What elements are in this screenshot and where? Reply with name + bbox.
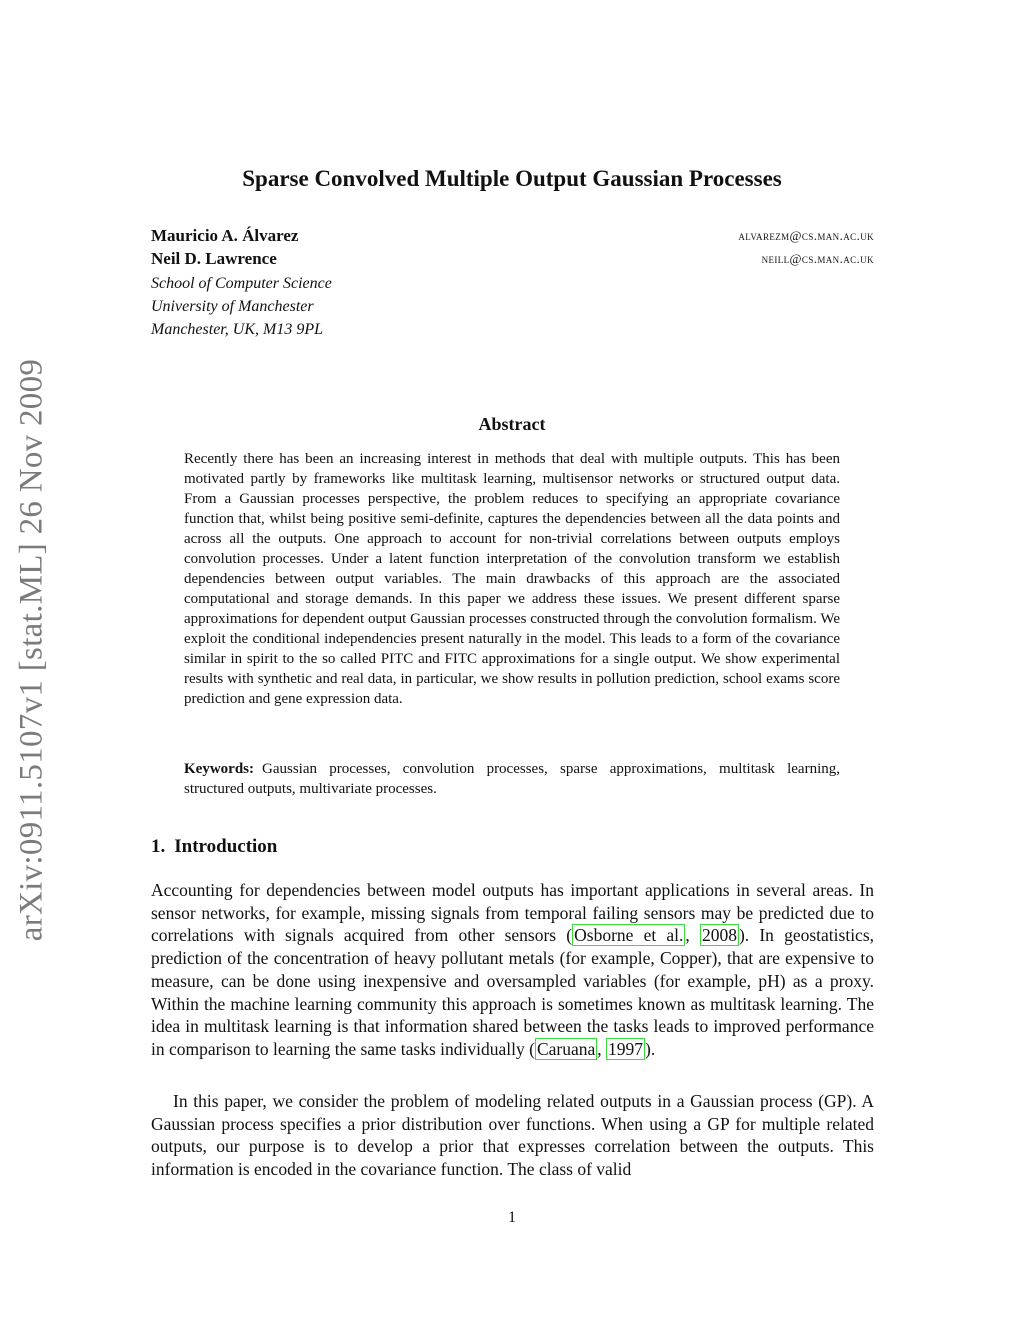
intro-paragraph-1 <box>151 879 874 1061</box>
author-block <box>151 226 874 341</box>
paragraph-text: Accounting for dependencies between model outputs has important applications in several areas. In sensor networks, for example, missing signals from temporal failing sensors may be predicted due to correlations with signals acquired from other sensors ( <box>151 880 874 946</box>
citation-separator: , <box>597 1038 607 1059</box>
section-number: 1. <box>151 836 166 857</box>
keywords-label: Keywords: <box>184 761 254 777</box>
affiliation-line: Manchester, UK, M13 9PL <box>151 321 323 338</box>
citation-separator: , <box>685 925 700 946</box>
abstract-heading: Abstract <box>478 414 546 434</box>
affiliation-line: University of Manchester <box>151 298 314 315</box>
paragraph-text: ). In geostatistics, prediction of the concentration of heavy pollutant metals (for example, Copper), that are expensive to measure, can be done using inexpensive and oversampled variables (for example, pH) as a proxy. Within the machine learning community this approach is sometimes known as multitask learning. The idea in multitask learning is that information shared between the tasks leads to improved performance in comparison to learning the same tasks individually ( <box>151 925 875 1059</box>
section-title-text: Introduction <box>174 836 278 857</box>
author-row <box>151 226 874 249</box>
author-email: neill@cs.man.ac.uk <box>761 251 874 266</box>
keywords-text: Gaussian processes, convolution processes, sparse approximations, multitask learning, structured outputs, multivariate processes. <box>184 761 840 797</box>
affiliation-line: School of Computer Science <box>151 275 332 292</box>
author-name: Mauricio A. Álvarez <box>151 226 299 245</box>
citation-link-osborne[interactable]: Osborne et al. <box>574 925 684 946</box>
abstract-text: Recently there has been an increasing interest in methods that deal with multiple outputs. This has been motivated partly by frameworks like multitask learning, multisensor networks or structured output data. From a Gaussian processes perspective, the problem reduces to specifying an appropriate covariance function that, whilst being positive semi-definite, captures the dependencies between all the data points and across all the outputs. One approach to account for non-trivial correlations between outputs employs convolution processes. Under a latent function interpretation of the convolution transform we establish dependencies between output variables. The main drawbacks of this approach are the associated computational and storage demands. In this paper we address these issues. We present different sparse approximations for dependent output Gaussian processes constructed through the convolution formalism. We exploit the conditional independencies present naturally in the model. This leads to a form of the covariance similar in spirit to the so called PITC and FITC approximations for a single output. We show experimental results with synthetic and real data, in particular, we show results in pollution prediction, school exams score prediction and gene expression data. <box>184 451 840 707</box>
author-email: alvarezm@cs.man.ac.uk <box>738 228 874 243</box>
paragraph-text: ). <box>645 1038 656 1059</box>
citation-link-caruana-year[interactable]: 1997 <box>608 1038 644 1059</box>
section-heading <box>151 836 277 858</box>
paper-title: Sparse Convolved Multiple Output Gaussian Processes <box>242 166 782 191</box>
keywords <box>184 759 840 799</box>
author-row <box>151 249 874 272</box>
arxiv-identifier-stamp: arXiv:0911.5107v1 [stat.ML] 26 Nov 2009 <box>13 358 50 942</box>
intro-paragraph-2: In this paper, we consider the problem of modeling related outputs in a Gaussian process (GP). A Gaussian process specifies a prior distribution over functions. When using a GP for multiple related outputs, our purpose is to develop a prior that expresses correlation between the outputs. This information is encoded in the covariance function. The class of valid <box>151 1091 874 1180</box>
author-name: Neil D. Lawrence <box>151 249 277 268</box>
citation-link-osborne-year[interactable]: 2008 <box>701 925 737 946</box>
citation-link-caruana[interactable]: Caruana <box>536 1038 596 1059</box>
page-number: 1 <box>508 1209 516 1226</box>
